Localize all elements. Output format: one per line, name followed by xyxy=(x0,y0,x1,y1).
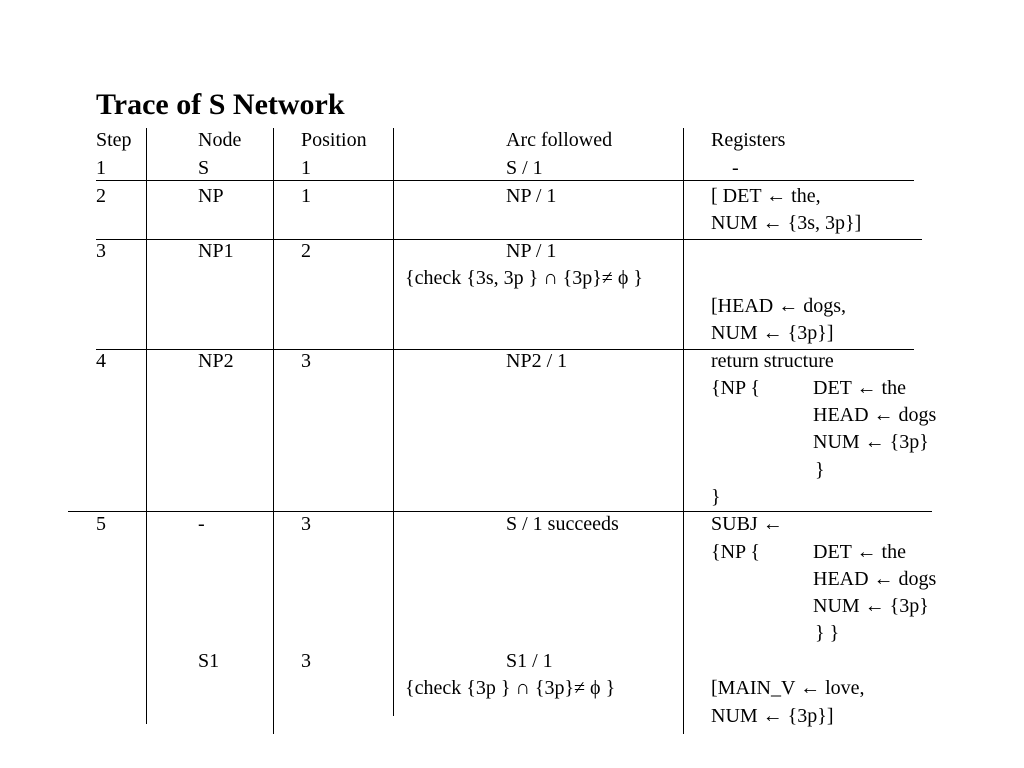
header-position: Position xyxy=(301,129,367,151)
row1-position: 1 xyxy=(301,157,311,179)
row4-register-line: HEAD ← dogs xyxy=(813,404,937,426)
row-divider xyxy=(96,349,914,350)
row4-register-line: DET ← the xyxy=(813,377,906,399)
row4-register-line: {NP { xyxy=(711,377,761,399)
row5-register-line: DET ← the xyxy=(813,541,906,563)
row4-position: 3 xyxy=(301,350,311,372)
header-registers: Registers xyxy=(711,129,786,151)
row6-register-line: [MAIN_V ← love, xyxy=(711,677,865,699)
row3-node: NP1 xyxy=(198,240,234,262)
row-divider xyxy=(96,239,922,240)
row4-register-line: } xyxy=(815,459,825,481)
row2-step: 2 xyxy=(96,185,106,207)
row1-registers: - xyxy=(732,157,739,179)
row2-position: 1 xyxy=(301,185,311,207)
row2-arc: NP / 1 xyxy=(506,185,557,207)
column-divider xyxy=(273,128,274,734)
row2-register-line: NUM ← {3s, 3p}] xyxy=(711,212,862,234)
row4-register-line: return structure xyxy=(711,350,834,372)
row5-register-line: HEAD ← dogs xyxy=(813,568,937,590)
column-divider xyxy=(146,128,147,724)
page-title: Trace of S Network xyxy=(96,88,345,121)
row3-arc: NP / 1 xyxy=(506,240,557,262)
header-node: Node xyxy=(198,129,242,151)
row5-arc: S / 1 succeeds xyxy=(506,513,619,535)
row6-node: S1 xyxy=(198,650,220,672)
column-divider xyxy=(683,128,684,734)
row6-position: 3 xyxy=(301,650,311,672)
row3-register-line: NUM ← {3p}] xyxy=(711,322,834,344)
row4-node: NP2 xyxy=(198,350,234,372)
row-divider xyxy=(68,511,932,512)
row6-arc: S1 / 1 xyxy=(506,650,553,672)
row3-step: 3 xyxy=(96,240,106,262)
row5-register-line: } } xyxy=(815,622,840,644)
row6-register-line: NUM ← {3p}] xyxy=(711,705,834,727)
row5-node: - xyxy=(198,513,205,535)
column-divider xyxy=(393,128,394,716)
row6-arc-check: {check {3p } ∩ {3p}≠ ϕ } xyxy=(405,677,616,699)
row5-step: 5 xyxy=(96,513,106,535)
row4-step: 4 xyxy=(96,350,106,372)
row3-register-line: [HEAD ← dogs, xyxy=(711,295,846,317)
row1-arc: S / 1 xyxy=(506,157,543,179)
row5-register-line: {NP { xyxy=(711,541,761,563)
row4-register-line: } xyxy=(711,486,721,508)
row5-register-line: NUM ← {3p} xyxy=(813,595,929,617)
row4-register-line: NUM ← {3p} xyxy=(813,431,929,453)
row3-arc-check: {check {3s, 3p } ∩ {3p}≠ ϕ } xyxy=(405,267,643,289)
row1-node: S xyxy=(198,157,210,179)
row2-register-line: [ DET ← the, xyxy=(711,185,821,207)
row5-position: 3 xyxy=(301,513,311,535)
row3-position: 2 xyxy=(301,240,311,262)
row4-arc: NP2 / 1 xyxy=(506,350,568,372)
header-arc-followed: Arc followed xyxy=(506,129,613,151)
row5-register-line: SUBJ ← xyxy=(711,513,783,535)
header-step: Step xyxy=(96,129,132,151)
row2-node: NP xyxy=(198,185,224,207)
row1-step: 1 xyxy=(96,157,106,179)
row-divider xyxy=(96,180,914,181)
